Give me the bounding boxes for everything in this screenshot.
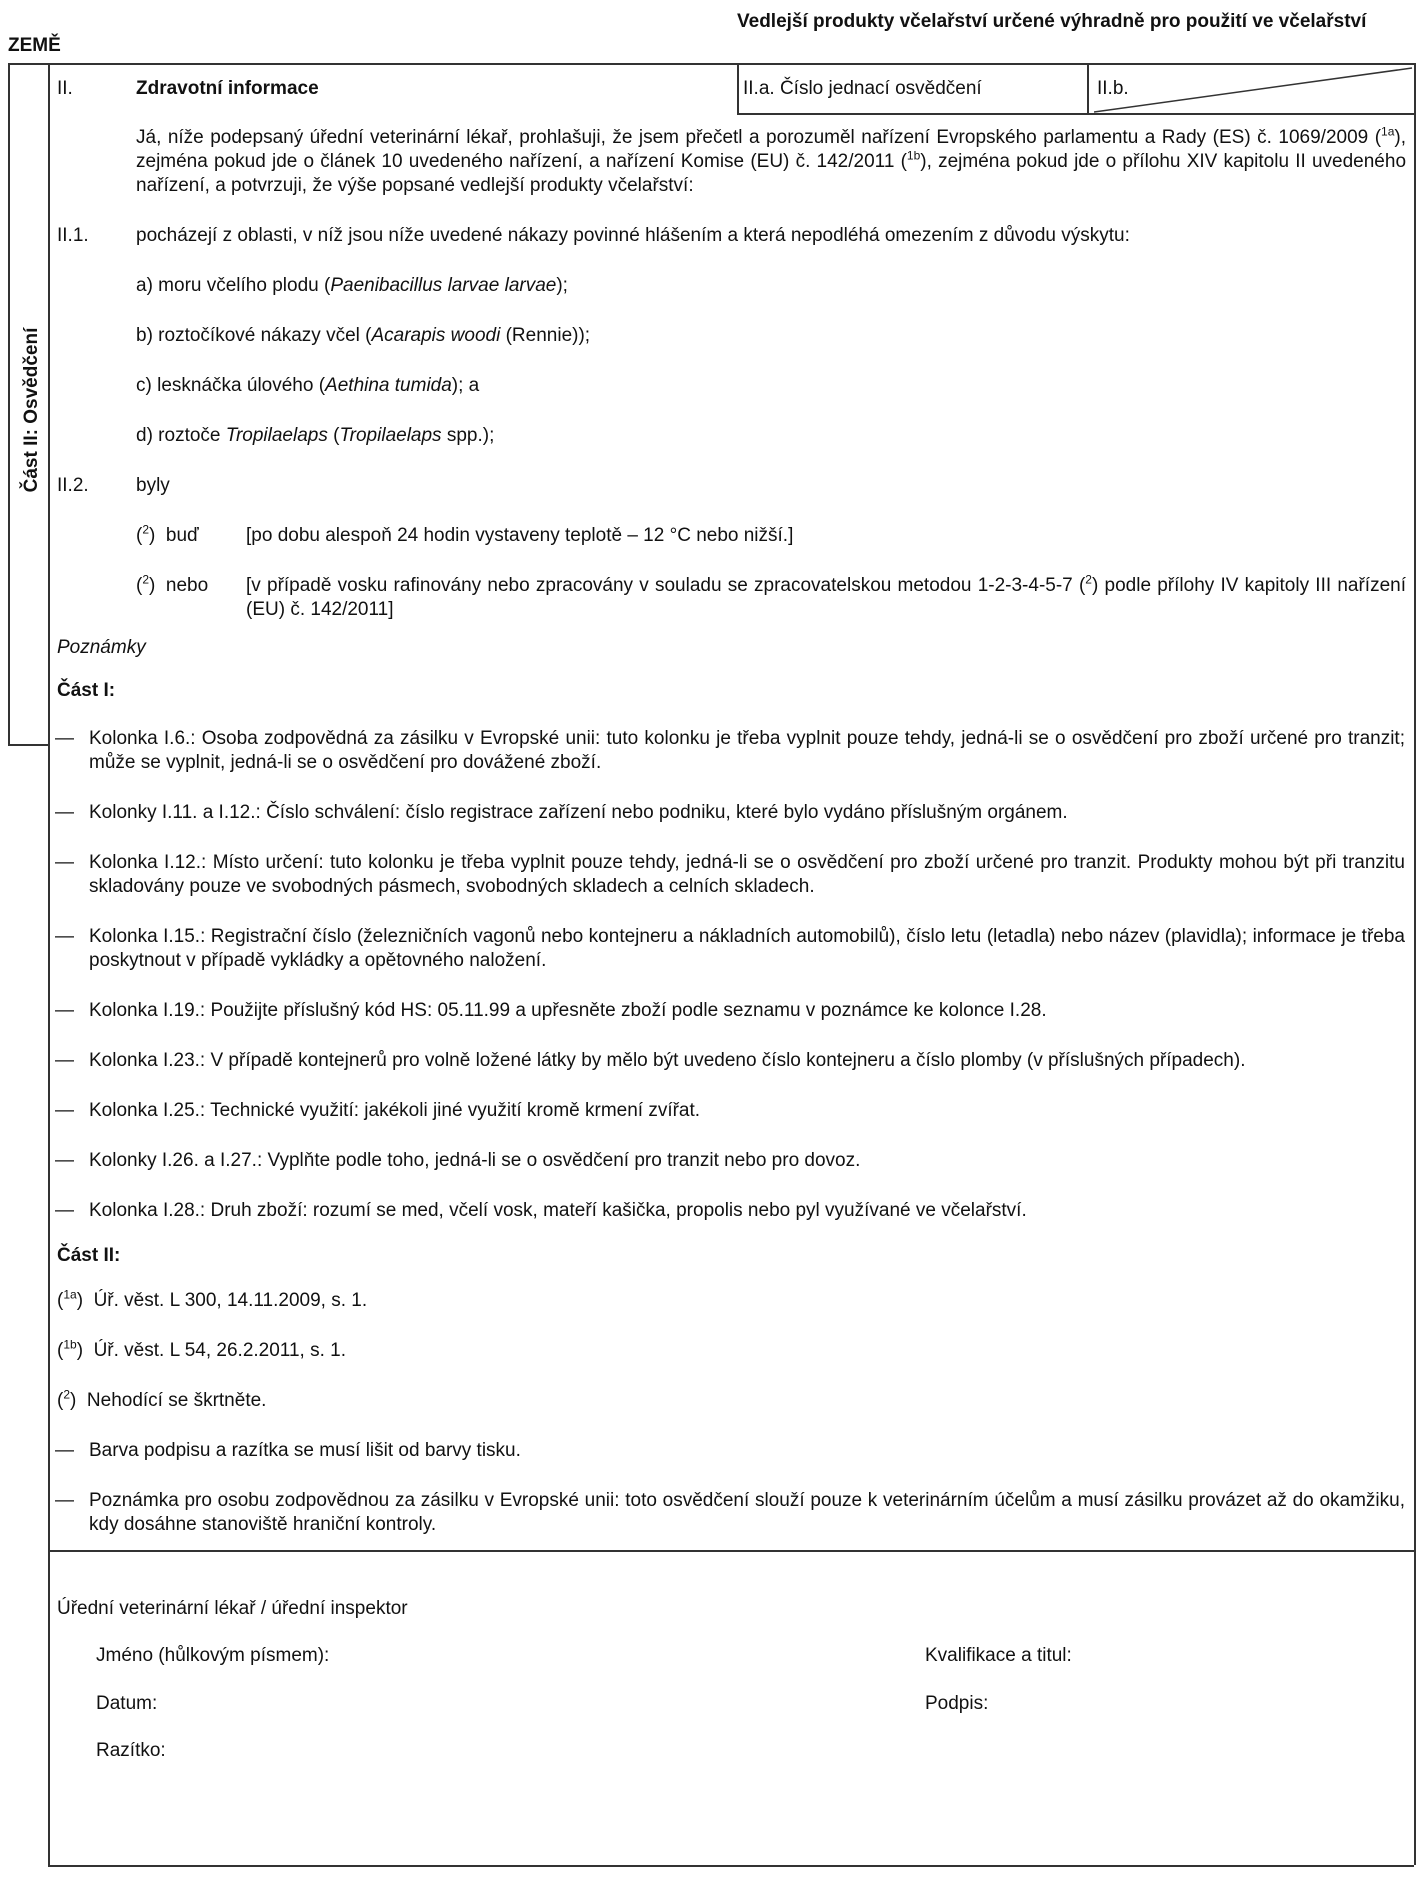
- option-2-word: nebo: [165, 575, 209, 596]
- note-dash: —: [55, 1100, 74, 1121]
- footnote-ref-1b: 1b: [906, 148, 921, 163]
- disease-d-latin-2: Tropilaelaps: [339, 425, 442, 446]
- footnote-1a-text: Úř. věst. L 300, 14.11.2009, s. 1.: [93, 1290, 368, 1311]
- notes-part2-heading: Část II:: [57, 1245, 121, 1266]
- note-text: Kolonka I.25.: Technické využití: jakékoli jiné využití kromě krmení zvířat.: [89, 1100, 701, 1121]
- qualification-label: Kvalifikace a titul:: [925, 1645, 1072, 1666]
- note-dash: —: [55, 728, 74, 749]
- country-label: ZEMĚ: [8, 35, 61, 56]
- side-label-text: Část II: Osvědčení: [21, 327, 42, 493]
- footnote-1b: ($^{1b}$) Úř. věst. L 54, 26.2.2011, s. 1.: [57, 1337, 346, 1361]
- disease-c-latin: Aethina tumida: [325, 375, 452, 396]
- left-column-rule: [8, 63, 10, 745]
- footnote-ref-1a: 1a: [1381, 124, 1395, 139]
- disease-c-pre: c) lesknáčka úlového (: [136, 375, 326, 396]
- note-text: Kolonka I.15.: Registrační číslo (železničních vagonů nebo kontejneru a nákladních automobilů), číslo letu (letadla) nebo název (plavidla); informace je třeba poskytnout v případě vykládky a opětovného naložení.: [89, 926, 1405, 971]
- statement-part3: ), zejména pokud jde o přílohu XIV kapitolu II uvedeného nařízení, a potvrzuji, že výše popsané vedlejší produkty včelařství:: [136, 151, 1407, 196]
- option-2-inline-sup: 2: [1085, 572, 1092, 587]
- disease-b-post: (Rennie));: [500, 325, 591, 346]
- section-number: II.: [57, 78, 73, 99]
- signature-top-rule: [48, 1550, 1414, 1552]
- note-dash: —: [55, 1200, 74, 1221]
- note-dash: —: [55, 802, 74, 823]
- ref-left-rule: [737, 63, 739, 113]
- signature-label: Podpis:: [925, 1693, 989, 1714]
- option-2-text: [246, 574, 1406, 622]
- disease-c-post: ); a: [451, 375, 480, 396]
- note-dash: —: [55, 852, 74, 873]
- document-title: [737, 10, 1412, 34]
- note-text: Kolonka I.28.: Druh zboží: rozumí se med, včelí vosk, mateří kašička, propolis nebo pyl využívané ve včelařství.: [89, 1200, 1027, 1221]
- clause-ii1-text: pocházejí z oblasti, v níž jsou níže uvedené nákazy povinné hlášením a která nepodléhá omezením z důvodu výskytu:: [136, 225, 1130, 246]
- main-right-rule: [1414, 63, 1416, 1865]
- disease-item-a: [136, 274, 568, 298]
- note-text: Barva podpisu a razítka se musí lišit od barvy tisku.: [89, 1440, 521, 1461]
- disease-b-latin: Acarapis woodi: [371, 325, 501, 346]
- footnote-1b-sup: 1b: [63, 1337, 77, 1352]
- footnote-1b-text: Úř. věst. L 54, 26.2.2011, s. 1.: [93, 1340, 346, 1361]
- note-text: Kolonka I.6.: Osoba zodpovědná za zásilku v Evropské unii: tuto kolonku je třeba vyplnit pouze tehdy, jedná-li se o osvědčení pro zboží určené pro tranzit; může se vyplnit, jedná-li se o osvědčení pro dovážené zboží.: [89, 728, 1405, 773]
- option-1-marker: ($^2$) buď: [136, 522, 199, 546]
- note-dash: —: [55, 1000, 74, 1021]
- reference-number-label: II.a. Číslo jednací osvědčení: [743, 78, 982, 99]
- statement-part1: Já, níže podepsaný úřední veterinární lékař, prohlašuji, že jsem přečetl a porozuměl nařízení Evropského parlamentu a Rady (ES) č. 1069/2009 (: [136, 127, 1382, 148]
- section-title: Zdravotní informace: [136, 78, 319, 99]
- note-text: Kolonky I.26. a I.27.: Vyplňte podle toho, jedná-li se o osvědčení pro tranzit nebo pro dovoz.: [89, 1150, 861, 1171]
- statement-part2: ), zejména pokud jde o článek 10 uvedeného nařízení, a nařízení Komise (EU) č. 142/2011 (: [136, 127, 1406, 172]
- option-2-marker: ($^2$) nebo: [136, 572, 209, 596]
- note-text: Kolonka I.12.: Místo určení: tuto kolonku je třeba vyplnit pouze tehdy, jedná-li se o osvědčení pro zboží určené pro tranzit. Produkty mohou být při tranzitu skladovány pouze ve svobodných pásmech, svobodných skladech a celních skladech.: [89, 852, 1405, 897]
- option-2-post: ) podle přílohy IV kapitoly III nařízení (EU) č. 142/2011]: [246, 575, 1406, 620]
- footnote-2-sup: 2: [63, 1387, 71, 1402]
- note-dash: —: [55, 1490, 74, 1511]
- name-label: Jméno (hůlkovým písmem):: [96, 1645, 330, 1666]
- clause-ii1-number: II.1.: [57, 225, 89, 246]
- option-1-word: buď: [165, 525, 199, 546]
- disease-a-pre: a) moru včelího plodu (: [136, 275, 331, 296]
- side-label: [12, 300, 52, 520]
- disease-item-d: [136, 424, 494, 448]
- option-1-sup: 2: [142, 522, 150, 537]
- disease-b-pre: b) roztočíkové nákazy včel (: [136, 325, 372, 346]
- ref-mid-rule: [1087, 63, 1089, 113]
- disease-d-post: spp.);: [441, 425, 495, 446]
- option-1-text: [po dobu alespoň 24 hodin vystaveny teplotě – 12 °C nebo nižší.]: [246, 525, 794, 546]
- footnote-2: ($^2$) Nehodící se škrtněte.: [57, 1387, 267, 1411]
- option-2-pre: [v případě vosku rafinovány nebo zpracovány v souladu se zpracovatelskou metodou 1-2-3-4-5-7 (: [246, 575, 1086, 596]
- footnote-2-text: Nehodící se škrtněte.: [86, 1390, 267, 1411]
- note-text: Kolonka I.19.: Použijte příslušný kód HS: 05.11.99 a upřesněte zboží podle seznamu v poznámce ke kolonce I.28.: [89, 1000, 1047, 1021]
- clause-ii2-number: II.2.: [57, 475, 89, 496]
- notes-heading: Poznámky: [57, 637, 146, 658]
- stamp-label: Razítko:: [96, 1740, 166, 1761]
- disease-d-pre: d) roztoče: [136, 425, 226, 446]
- footnote-1a: ($^{1a}$) Úř. věst. L 300, 14.11.2009, s. 1.: [57, 1287, 368, 1311]
- note-dash: —: [55, 1440, 74, 1461]
- footnote-1a-sup: 1a: [63, 1287, 77, 1302]
- reference-b-label: II.b.: [1097, 78, 1129, 99]
- note-dash: —: [55, 1150, 74, 1171]
- note-dash: —: [55, 926, 74, 947]
- clause-ii2-text: byly: [136, 475, 170, 496]
- disease-item-c: [136, 374, 479, 398]
- disease-d-mid: (: [327, 425, 340, 446]
- note-text: Poznámka pro osobu zodpovědnou za zásilku v Evropské unii: toto osvědčení slouží pouze k veterinárním účelům a musí zásilku provázet až do okamžiku, kdy dosáhne stanoviště hraniční kontroly.: [89, 1490, 1405, 1535]
- certification-statement: [136, 126, 1406, 198]
- left-column-bottom-rule: [8, 744, 48, 746]
- signature-heading: Úřední veterinární lékař / úřední inspektor: [57, 1598, 408, 1619]
- disease-a-latin: Paenibacillus larvae larvae: [330, 275, 557, 296]
- disease-item-b: [136, 324, 590, 348]
- disease-d-latin-1: Tropilaelaps: [225, 425, 328, 446]
- notes-part1-heading: Část I:: [57, 680, 116, 701]
- note-dash: —: [55, 1050, 74, 1071]
- page-bottom-rule: [48, 1865, 1414, 1867]
- note-text: Kolonky I.11. a I.12.: Číslo schválení: číslo registrace zařízení nebo podniku, které bylo vydáno příslušným orgánem.: [89, 802, 1068, 823]
- note-text: Kolonka I.23.: V případě kontejnerů pro volně ložené látky by mělo být uvedeno číslo kontejneru a číslo plomby (v příslušných případech).: [89, 1050, 1246, 1071]
- ref-b-diagonal: [1094, 64, 1414, 114]
- option-2-sup: 2: [142, 572, 150, 587]
- date-label: Datum:: [96, 1693, 158, 1714]
- document-title-text: Vedlejší produkty včelařství určené výhradně pro použití ve včelařství: [737, 11, 1367, 32]
- disease-a-post: );: [556, 275, 568, 296]
